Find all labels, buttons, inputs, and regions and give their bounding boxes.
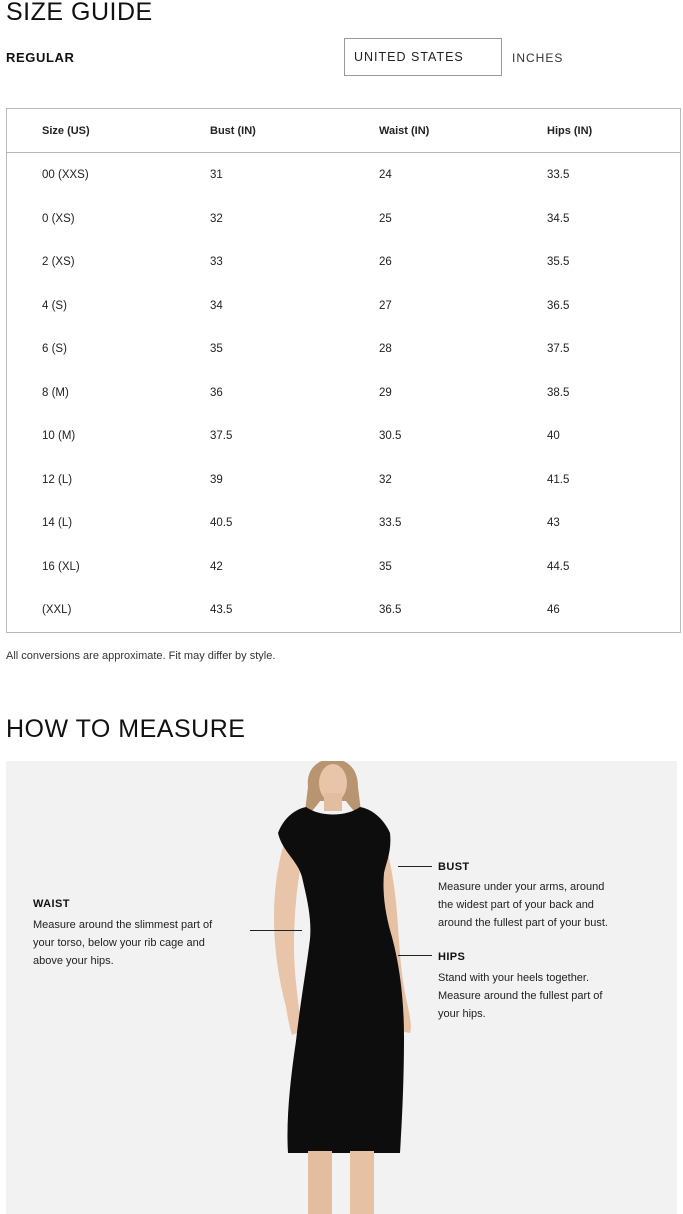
column-header-size: Size (US): [42, 125, 90, 137]
table-row: [7, 154, 680, 198]
region-select[interactable]: UNITED STATES: [344, 38, 502, 76]
column-header-hips: Hips (IN): [547, 125, 593, 137]
size-cell: 4 (S): [42, 300, 67, 312]
fit-label: REGULAR: [6, 50, 75, 65]
table-row: [7, 328, 680, 372]
hips-line: Measure around the fullest part of: [438, 990, 603, 1002]
size-cell: 8 (M): [42, 387, 69, 399]
waist-cell: 35: [379, 561, 392, 573]
hips-cell: 44.5: [547, 561, 570, 573]
table-row: [7, 415, 680, 459]
bust-description: [438, 878, 608, 932]
table-row: [7, 502, 680, 546]
size-table: [6, 108, 681, 633]
hips-line: Stand with your heels together.: [438, 972, 590, 984]
hips-cell: 43: [547, 517, 560, 529]
bust-cell: 42: [210, 561, 223, 573]
hips-cell: 40: [547, 430, 560, 442]
bust-cell: 34: [210, 300, 223, 312]
table-row: [7, 372, 680, 416]
measure-title: HOW TO MEASURE: [6, 715, 246, 743]
hips-cell: 33.5: [547, 169, 570, 181]
bust-line: the widest part of your back and: [438, 899, 594, 911]
bust-line: around the fullest part of your bust.: [438, 917, 608, 929]
bust-cell: 43.5: [210, 604, 233, 616]
waist-cell: 30.5: [379, 430, 402, 442]
bust-cell: 32: [210, 213, 223, 225]
column-header-waist: Waist (IN): [379, 125, 430, 137]
hips-cell: 37.5: [547, 343, 570, 355]
hips-cell: 35.5: [547, 256, 570, 268]
bust-cell: 33: [210, 256, 223, 268]
waist-line: your torso, below your rib cage and: [33, 937, 205, 949]
table-row: [7, 285, 680, 329]
bust-cell: 40.5: [210, 517, 233, 529]
bust-leader-line: [398, 866, 432, 867]
bust-cell: 36: [210, 387, 223, 399]
waist-cell: 36.5: [379, 604, 402, 616]
size-cell: 12 (L): [42, 474, 73, 486]
unit-toggle[interactable]: INCHES: [512, 51, 564, 65]
table-row: [7, 198, 680, 242]
table-row: [7, 459, 680, 503]
table-row: [7, 546, 680, 590]
waist-cell: 33.5: [379, 517, 402, 529]
waist-cell: 24: [379, 169, 392, 181]
waist-cell: 25: [379, 213, 392, 225]
waist-line: Measure around the slimmest part of: [33, 919, 213, 931]
bust-heading: BUST: [438, 861, 470, 873]
hips-cell: 46: [547, 604, 560, 616]
size-cell: 16 (XL): [42, 561, 80, 573]
waist-description: [33, 916, 212, 970]
waist-cell: 28: [379, 343, 392, 355]
waist-line: above your hips.: [33, 955, 114, 967]
size-cell: 2 (XS): [42, 256, 75, 268]
bust-cell: 37.5: [210, 430, 233, 442]
waist-leader-line: [250, 930, 302, 931]
hips-cell: 36.5: [547, 300, 570, 312]
size-cell: 14 (L): [42, 517, 73, 529]
table-row: [7, 241, 680, 285]
hips-heading: HIPS: [438, 951, 466, 963]
waist-heading: WAIST: [33, 898, 70, 910]
waist-cell: 29: [379, 387, 392, 399]
size-cell: 6 (S): [42, 343, 67, 355]
hips-description: [438, 969, 602, 1023]
waist-cell: 27: [379, 300, 392, 312]
hips-line: your hips.: [438, 1008, 486, 1020]
table-header: [7, 109, 680, 153]
hips-cell: 41.5: [547, 474, 570, 486]
bust-cell: 35: [210, 343, 223, 355]
table-row: [7, 589, 680, 633]
conversion-note: All conversions are approximate. Fit may differ by style.: [6, 650, 276, 662]
hips-leader-line: [398, 955, 432, 956]
size-cell: 10 (M): [42, 430, 76, 442]
hips-cell: 34.5: [547, 213, 570, 225]
hips-cell: 38.5: [547, 387, 570, 399]
bust-cell: 39: [210, 474, 223, 486]
measure-panel: [6, 761, 677, 1214]
waist-cell: 26: [379, 256, 392, 268]
size-cell: 0 (XS): [42, 213, 75, 225]
waist-cell: 32: [379, 474, 392, 486]
bust-line: Measure under your arms, around: [438, 881, 605, 893]
bust-cell: 31: [210, 169, 223, 181]
column-header-bust: Bust (IN): [210, 125, 256, 137]
page-title: SIZE GUIDE: [6, 0, 153, 26]
size-cell: 00 (XXS): [42, 169, 89, 181]
size-cell: (XXL): [42, 604, 72, 616]
